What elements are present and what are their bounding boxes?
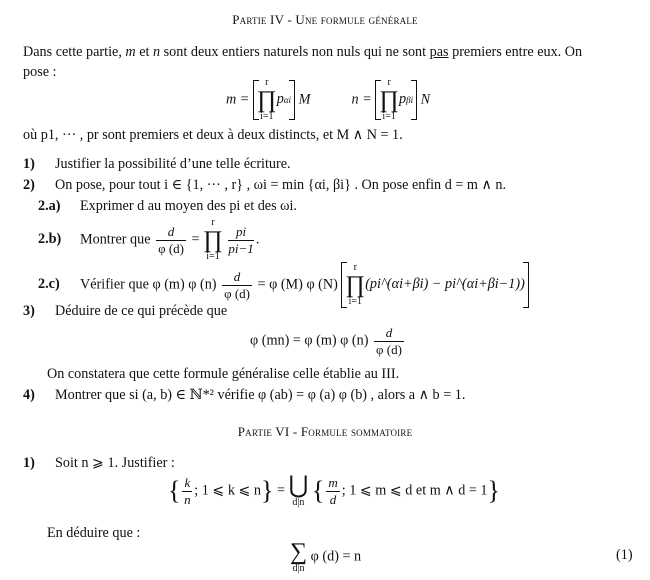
bracket-m: r ∏ i=1 p αi xyxy=(253,80,295,120)
set-equality: { $\frac{k}{n}$ ; 1 ⩽ k ⩽ n} = ⋃ d|n { $\frac{m}{d}$ ; 1 ⩽ m ⩽ d et m ∧ d = 1} xyxy=(168,473,500,508)
deduce-line: En déduire que : xyxy=(47,525,141,541)
question-2b: 2.b) Montrer que $\frac{d}{\varphi (d)}$ = r ∏ i=1 $\frac{pi}{pi-1}$ . xyxy=(38,217,260,262)
intro-line-1: Dans cette partie, m et n sont deux entiers naturels non nuls qui ne sont pas premiers entre eux. On xyxy=(23,44,583,60)
question-2c: 2.c) Vérifier que φ (m) φ (n) $\frac{d}{\varphi (d)}$ = φ (M) φ (N) r ∏ i=1 (pi^(αi+βi) − pi^(αi+βi−1)) xyxy=(38,262,529,308)
bracket-n: r ∏ i=1 p βi xyxy=(375,80,417,120)
question-2a: 2.a) Exprimer d au moyen des pi et des ωi. xyxy=(38,198,297,214)
question-1: 1) Justifier la possibilité d’une telle écriture. xyxy=(23,156,291,172)
part4-title: Partie IV - Une formule générale xyxy=(232,12,418,27)
sum-formula: ∑ d|n φ (d) = n xyxy=(290,539,362,574)
question-3-formula: φ (mn) = φ (m) φ (n) $\frac{d}{\varphi (d)}$ xyxy=(250,325,402,357)
equation-label: (1) xyxy=(616,547,633,563)
intro-line-2: pose : xyxy=(23,64,57,80)
part6-title: Partie VI - Formule sommatoire xyxy=(237,424,413,439)
question-2: 2) On pose, pour tout i ∈ {1, ··· , r} , ωi = min {αi, βi} . On pose enfin d = m ∧ n. xyxy=(23,177,507,193)
question-3-note: On constatera que cette formule généralise celle établie au III. xyxy=(47,366,400,382)
intro-line-3: où p1, ··· , pr sont premiers et deux à deux distincts, et M ∧ N = 1. xyxy=(23,127,403,143)
question-3: 3) Déduire de ce qui précède que xyxy=(23,303,228,319)
decomposition-formula: m = r ∏ i=1 p αi M n = r ∏ i=1 p βi N xyxy=(226,77,431,122)
bracket-2c: r ∏ i=1 (pi^(αi+βi) − pi^(αi+βi−1)) xyxy=(341,262,528,308)
part6-question-1: 1) Soit n ⩾ 1. Justifier : xyxy=(23,455,175,471)
question-4: 4) Montrer que si (a, b) ∈ ℕ*² vérifie φ (ab) = φ (a) φ (b) , alors a ∧ b = 1. xyxy=(23,387,466,403)
